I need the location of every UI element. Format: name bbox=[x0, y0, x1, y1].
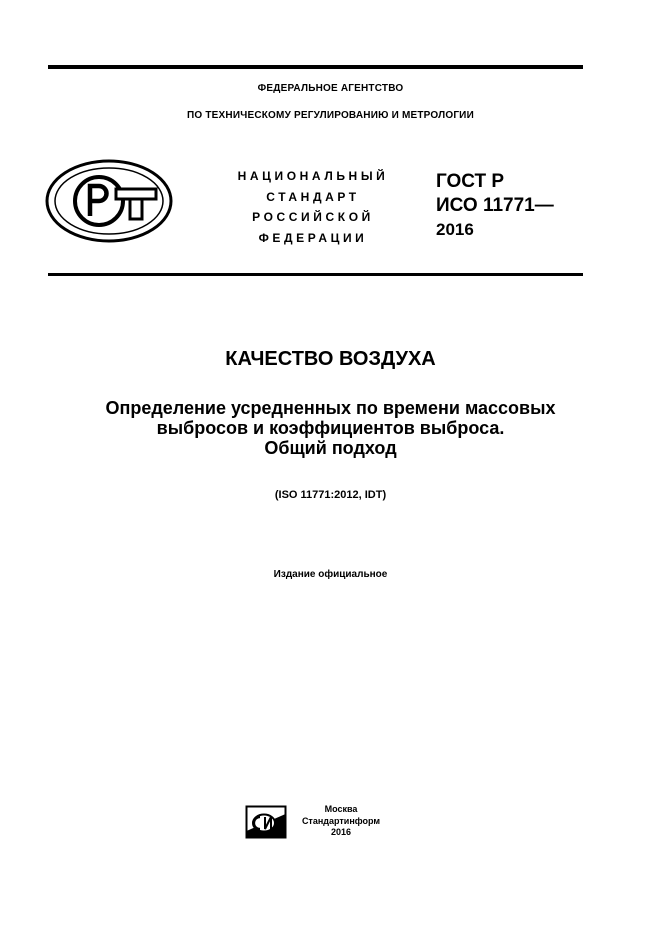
publisher-city: Москва bbox=[324, 804, 358, 814]
publisher-name: Стандартинформ bbox=[301, 815, 381, 826]
document-title: КАЧЕСТВО ВОЗДУХА bbox=[225, 348, 436, 370]
subtitle-line-1: Определение усредненных по времени массовых bbox=[105, 398, 556, 418]
iso-reference: (ISO 11771:2012, IDT) bbox=[274, 489, 387, 501]
top-rule bbox=[48, 65, 583, 69]
subtitle-line-3: Общий подход bbox=[264, 438, 397, 458]
national-standard-line-3: РОССИЙСКОЙ bbox=[252, 210, 374, 224]
national-standard-line-1: НАЦИОНАЛЬНЫЙ bbox=[237, 169, 389, 183]
national-standard-line-2: СТАНДАРТ bbox=[266, 189, 360, 204]
rst-certification-logo-icon bbox=[44, 158, 174, 244]
designation-line-1: ГОСТ Р bbox=[436, 171, 505, 192]
designation-line-3: 2016 bbox=[436, 220, 474, 239]
standartinform-logo-icon bbox=[245, 805, 287, 839]
agency-line-2: ПО ТЕХНИЧЕСКОМУ РЕГУЛИРОВАНИЮ И МЕТРОЛОГИИ bbox=[187, 110, 474, 121]
document-subtitle bbox=[50, 398, 611, 458]
designation-line-2: ИСО 11771— bbox=[436, 195, 554, 216]
national-standard-line-4: ФЕДЕРАЦИИ bbox=[258, 230, 368, 245]
publisher-block bbox=[294, 804, 388, 839]
subtitle-line-2: выбросов и коэффициентов выброса. bbox=[156, 418, 505, 438]
standard-designation bbox=[436, 170, 554, 242]
middle-rule bbox=[48, 273, 583, 276]
publisher-year: 2016 bbox=[330, 827, 352, 837]
agency-line-1: ФЕДЕРАЛЬНОЕ АГЕНТСТВО bbox=[257, 83, 404, 94]
national-standard-block bbox=[218, 166, 408, 248]
edition-label: Издание официальное bbox=[273, 569, 388, 580]
